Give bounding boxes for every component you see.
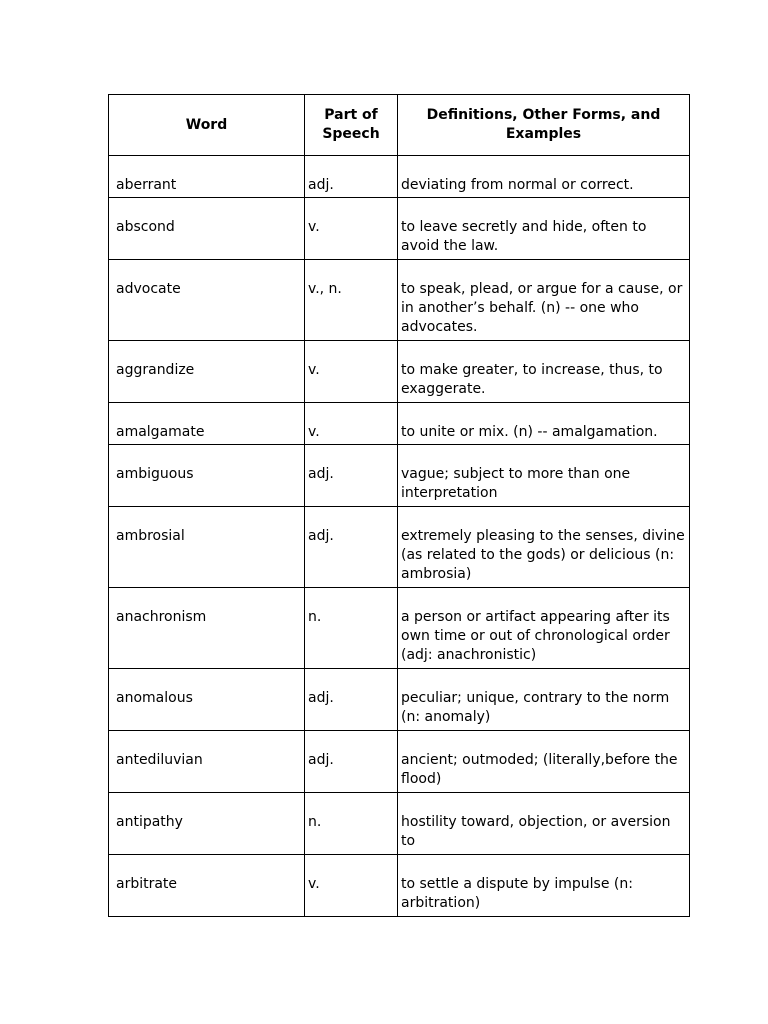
word-cell: antipathy	[109, 793, 305, 855]
table-row	[109, 669, 690, 731]
part-of-speech-cell: v., n.	[305, 260, 398, 341]
definition-cell: a person or artifact appearing after its own time or out of chronological order (adj: anachronistic)	[398, 588, 690, 669]
part-of-speech-cell: v.	[305, 198, 398, 260]
definition-cell: hostility toward, objection, or aversion to	[398, 793, 690, 855]
word-cell: anachronism	[109, 588, 305, 669]
table-row	[109, 156, 690, 198]
word-cell: anomalous	[109, 669, 305, 731]
table-header-row	[109, 95, 690, 156]
definition-cell: extremely pleasing to the senses, divine (as related to the gods) or delicious (n: ambrosia)	[398, 507, 690, 588]
word-cell: abscond	[109, 198, 305, 260]
header-definitions: Definitions, Other Forms, and Examples	[398, 95, 690, 156]
definition-cell: to leave secretly and hide, often to avoid the law.	[398, 198, 690, 260]
table-row	[109, 198, 690, 260]
definition-cell: peculiar; unique, contrary to the norm (n: anomaly)	[398, 669, 690, 731]
definition-cell: deviating from normal or correct.	[398, 156, 690, 198]
table-row	[109, 731, 690, 793]
part-of-speech-cell: v.	[305, 855, 398, 917]
part-of-speech-cell: adj.	[305, 507, 398, 588]
part-of-speech-cell: n.	[305, 793, 398, 855]
definition-cell: to make greater, to increase, thus, to exaggerate.	[398, 341, 690, 403]
table-row	[109, 445, 690, 507]
word-cell: arbitrate	[109, 855, 305, 917]
definition-cell: to settle a dispute by impulse (n: arbitration)	[398, 855, 690, 917]
vocabulary-table	[108, 94, 690, 917]
definition-cell: ancient; outmoded; (literally,before the flood)	[398, 731, 690, 793]
definition-cell: to speak, plead, or argue for a cause, or in another’s behalf. (n) -- one who advocates.	[398, 260, 690, 341]
table-row	[109, 793, 690, 855]
table-row	[109, 588, 690, 669]
word-cell: aberrant	[109, 156, 305, 198]
word-cell: ambrosial	[109, 507, 305, 588]
part-of-speech-cell: adj.	[305, 445, 398, 507]
word-cell: ambiguous	[109, 445, 305, 507]
table-row	[109, 341, 690, 403]
table-row	[109, 260, 690, 341]
word-cell: amalgamate	[109, 403, 305, 445]
table-row	[109, 403, 690, 445]
word-cell: advocate	[109, 260, 305, 341]
part-of-speech-cell: n.	[305, 588, 398, 669]
definition-cell: vague; subject to more than one interpretation	[398, 445, 690, 507]
part-of-speech-cell: v.	[305, 403, 398, 445]
table-row	[109, 855, 690, 917]
part-of-speech-cell: adj.	[305, 731, 398, 793]
word-cell: antediluvian	[109, 731, 305, 793]
part-of-speech-cell: adj.	[305, 669, 398, 731]
definition-cell: to unite or mix. (n) -- amalgamation.	[398, 403, 690, 445]
word-cell: aggrandize	[109, 341, 305, 403]
part-of-speech-cell: adj.	[305, 156, 398, 198]
header-word: Word	[109, 95, 305, 156]
part-of-speech-cell: v.	[305, 341, 398, 403]
header-part-of-speech: Part of Speech	[305, 95, 398, 156]
table-row	[109, 507, 690, 588]
